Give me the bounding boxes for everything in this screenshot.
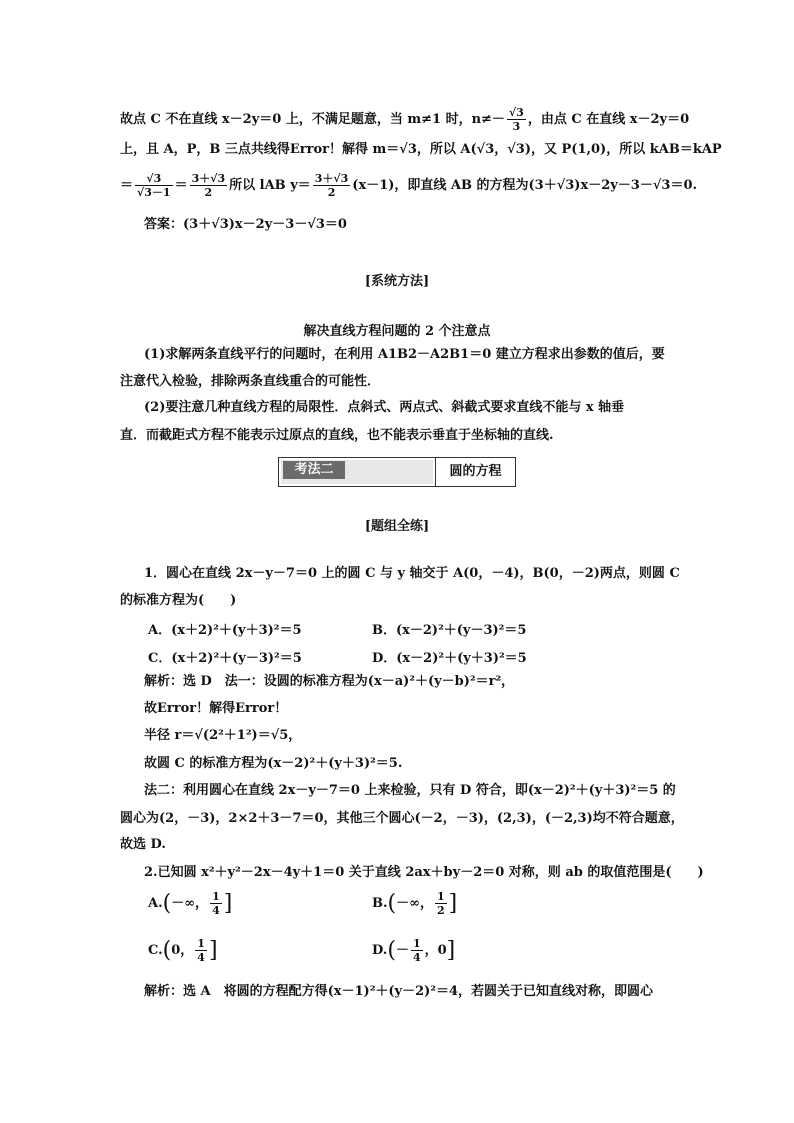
method-point2-line2: 直．而截距式方程不能表示过原点的直线，也不能表示垂直于坐标轴的直线. — [120, 428, 554, 443]
para1-line1-a: 故点 C 不在直线 x－2y＝0 上，不满足题意，当 m≠1 时，n≠－ — [120, 112, 505, 127]
q2-option-a-fraction: $\frac{1}{4}$ — [212, 890, 220, 917]
q1-solution-line3: 半径 r＝√(2²＋1²)＝√5， — [144, 728, 302, 743]
section-subheading: 解决直线方程问题的 2 个注意点 — [303, 324, 491, 339]
q1-stem-line2: 的标准方程为( ) — [120, 593, 237, 608]
method-point1-line1: (1)求解两条直线平行的问题时，在利用 A1B2－A2B1＝0 建立方程求出参数的值后，要 — [144, 347, 665, 362]
method-point2-line1: (2)要注意几种直线方程的局限性．点斜式、两点式、斜截式要求直线不能与 x 轴垂 — [144, 400, 625, 415]
q1-solution-line4: 故圆 C 的标准方程为(x－2)²＋(y＋3)²＝5. — [144, 756, 403, 771]
q1-solution-line7: 故选 D. — [120, 837, 166, 852]
q1-solution-line5: 法二：利用圆心在直线 2x－y－7＝0 上来检验，只有 D 符合，即(x－2)²＋(y＋3)²＝5 的 — [144, 783, 676, 798]
section-heading-method: [系统方法] — [364, 274, 430, 289]
q2-option-a: A.(－∞， $\frac{1}{4}$ ] — [148, 890, 233, 917]
q2-stem: 2.已知圆 x²＋y²－2x－4y＋1＝0 关于直线 2ax＋by－2＝0 对称，则 ab 的取值范围是( ) — [144, 865, 704, 880]
q1-solution-line6: 圆心为(2，－3)，2×2＋3－7＝0，其他三个圆心(－2，－3)，(2,3)，(－2,3)均不符合题意， — [120, 811, 684, 826]
q1-option-a: A．(x＋2)²＋(y＋3)²＝5 — [148, 623, 302, 638]
q2-option-b-fraction: $\frac{1}{2}$ — [436, 890, 445, 917]
banner-title: 圆的方程 — [449, 464, 502, 479]
answer-line: 答案：(3＋√3)x－2y－3－√3＝0 — [144, 217, 347, 232]
q2-solution-line1: 解析：选 A 将圆的方程配方得(x－1)²＋(y－2)²＝4，若圆关于已知直线对称，即圆心 — [144, 984, 654, 999]
q2-option-c-fraction: $\frac{1}{4}$ — [197, 937, 205, 964]
banner-tag: 考法二 — [283, 461, 345, 479]
q1-option-b: B．(x－2)²＋(y－3)²＝5 — [372, 623, 527, 638]
para1-line3: ＝ $\frac{√3}{√3-1}$ ＝ $\frac{3+√3}{2}$ 所以 lAB y＝ $\frac{3+√3}{2}$ (x－1)，即直线 AB 的方程为(3＋√3)x－2y－3－√3＝0. — [120, 172, 698, 199]
q1-option-d: D．(x－2)²＋(y＋3)²＝5 — [372, 651, 527, 666]
fraction-sqrt3-over-sqrt3-minus-1: $\frac{√3}{√3-1}$ — [137, 172, 171, 199]
para1-line1-b: ，由点 C 在直线 x－2y＝0 — [527, 112, 690, 127]
q2-option-d-fraction: $\frac{1}{4}$ — [412, 937, 421, 964]
fraction-3-plus-sqrt3-over-2: $\frac{3+√3}{2}$ — [191, 172, 226, 199]
q2-option-d: D.(－ $\frac{1}{4}$ ，0] — [372, 937, 456, 964]
q1-stem-line1: 1．圆心在直线 2x－y－7＝0 上的圆 C 与 y 轴交于 A(0，－4)，B(0，－2)两点，则圆 C — [144, 566, 680, 581]
topic-banner — [278, 457, 516, 487]
fraction-slope: $\frac{3+√3}{2}$ — [314, 172, 349, 199]
q2-option-c: C.(0， $\frac{1}{4}$ ] — [148, 937, 218, 964]
q1-solution-line2: 故Error！解得Error！ — [144, 701, 288, 716]
q1-option-c: C．(x＋2)²＋(y－3)²＝5 — [148, 651, 302, 666]
section-heading-practice: [题组全练] — [364, 519, 430, 534]
q1-solution-line1: 解析：选 D 法一：设圆的标准方程为(x－a)²＋(y－b)²＝r²， — [144, 674, 515, 689]
para1-line2: 上，且 A，P，B 三点共线得Error！解得 m＝√3，所以 A(√3，√3)，又 P(1,0)，所以 kAB＝kAP — [120, 142, 722, 157]
method-point1-line2: 注意代入检验，排除两条直线重合的可能性． — [120, 374, 381, 389]
q2-option-b: B.(－∞， $\frac{1}{2}$ ] — [372, 890, 458, 917]
fraction-neg-sqrt3-over-3: $\frac{√3}{3}$ — [508, 106, 524, 133]
para1-line1 — [120, 106, 689, 133]
